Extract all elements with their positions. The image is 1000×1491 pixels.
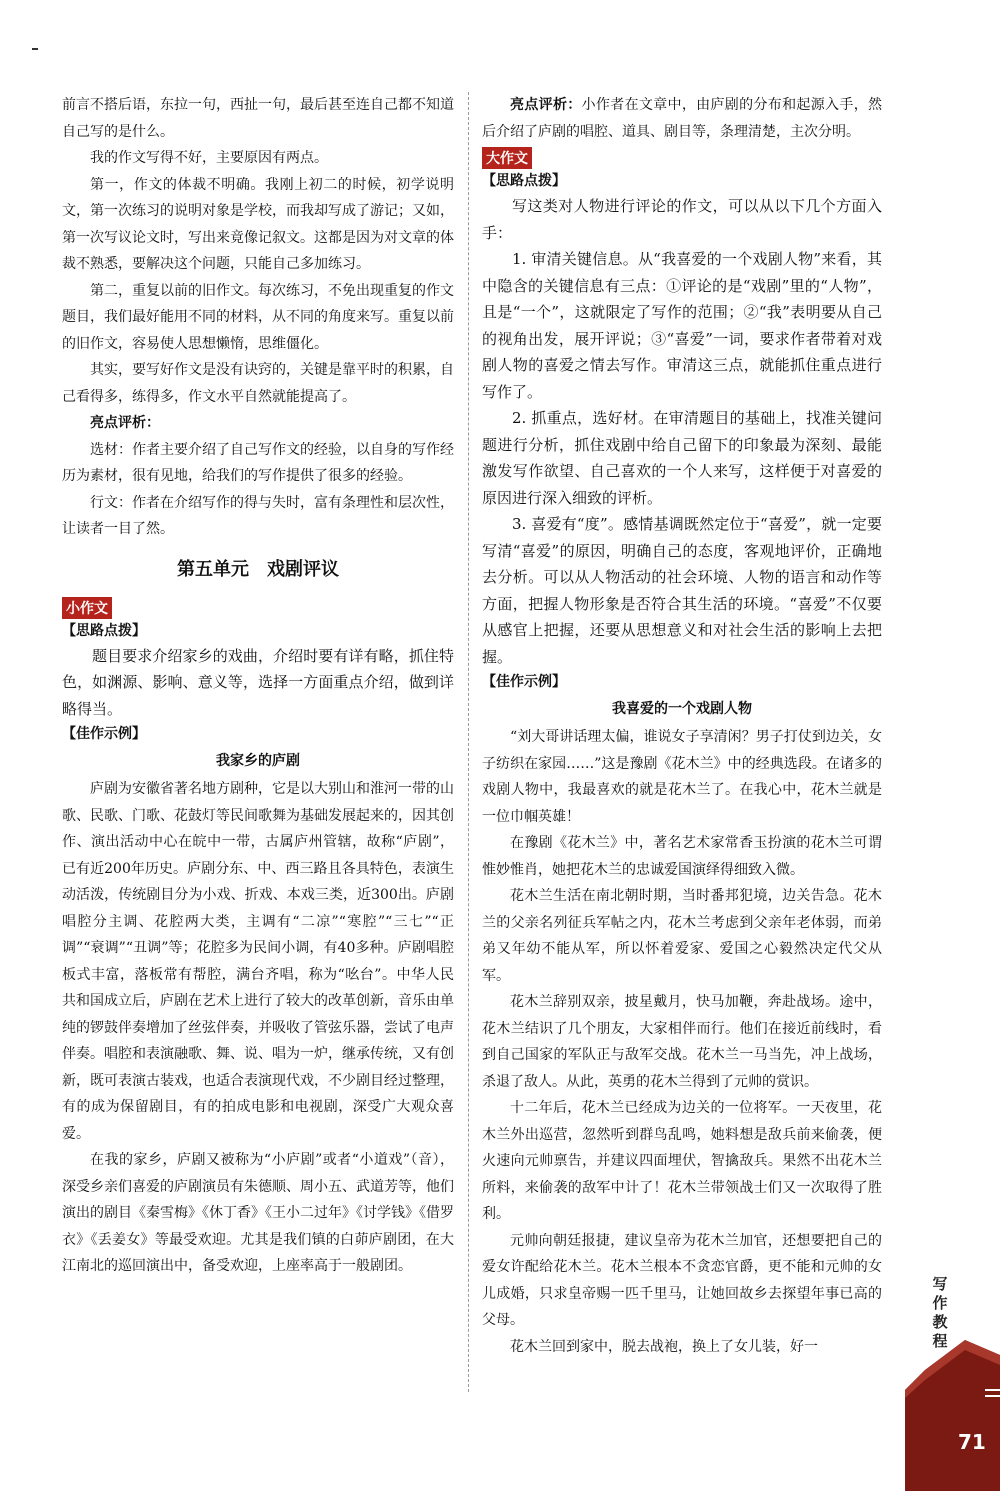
highlight-label: 亮点评析：	[90, 415, 160, 431]
paragraph: 写这类对人物进行评论的作文，可以从以下几个方面入手：	[482, 197, 882, 242]
sidebar-label: 写作教程	[932, 1275, 948, 1350]
paragraph-text: 小作者在文章中，由庐剧的分布和起源入手，然后介绍了庐剧的唱腔、道具、剧目等，条理清楚，主次分明。	[482, 97, 883, 140]
paragraph: 第一，作文的体裁不明确。我刚上初二的时候，初学说明文，第一次练习的说明对象是学校，而我却写成了游记；又如，第一次写议论文时，写出来竟像记叙文。这都是因为对文章的体裁不熟悉，要解决这个问题，只能自己多加练习。	[62, 176, 454, 272]
example-label: 【佳作示例】	[482, 674, 566, 690]
page-number: 71	[958, 1430, 986, 1454]
paragraph: 行文：作者在介绍写作的得与失时，富有条理性和层次性，让读者一目了然。	[62, 494, 454, 537]
paragraph: “刘大哥讲话理太偏，谁说女子享清闲？男子打仗到边关，女子纺织在家园……”这是豫剧《花木兰》中的经典选段。在诸多的戏剧人物中，我最喜欢的就是花木兰了。在我心中，花木兰就是一位巾帼英雄！	[482, 729, 882, 825]
paragraph: 庐剧为安徽省著名地方剧种，它是以大别山和淮河一带的山歌、民歌、门歌、花鼓灯等民间歌舞为基础发展起来的，因其创作、演出活动中心在皖中一带，古属庐州管辖，故称“庐剧”，已有近200年历史。庐剧分东、中、西三路且各具特色，表演生动活泼，传统剧目分为小戏、折戏、本戏三类，近300出。庐剧唱腔分主调、花腔两大类，主调有“二凉”“寒腔”“三七”“正调”“衰调”“丑调”等；花腔多为民间小调，有40多种。庐剧唱腔板式丰富，落板常有帮腔，满台齐唱，称为“吆台”。中华人民共和国成立后，庐剧在艺术上进行了较大的改革创新，音乐由单纯的锣鼓伴奏增加了丝弦伴奏，并吸收了管弦乐器，尝试了电声伴奏。唱腔和表演融歌、舞、说、唱为一炉，继承传统，又有创新，既可表演古装戏，也适合表演现代戏，不少剧目经过整理，有的成为保留剧目，有的拍成电影和电视剧，深受广大观众喜爱。	[62, 781, 454, 1142]
paragraph: 我的作文写得不好，主要原因有两点。	[90, 150, 328, 166]
example-label: 【佳作示例】	[62, 726, 146, 742]
paragraph: 花木兰辞别双亲，披星戴月，快马加鞭，奔赴战场。途中，花木兰结识了几个朋友，大家相伴而行。他们在接近前线时，看到自己国家的军队正与敌军交战。花木兰一马当先，冲上战场，杀退了敌人。从此，英勇的花木兰得到了元帅的赏识。	[482, 994, 882, 1090]
paragraph: 2. 抓重点，选好材。在审清题目的基础上，找准关键问题进行分析，抓住戏剧中给自己留下的印象最为深刻、最能激发写作欲望、自己喜欢的一个人来写，这样便于对喜爱的原因进行深入细致的评析。	[482, 409, 882, 507]
paragraph	[482, 92, 882, 145]
paragraph: 元帅向朝廷报捷，建议皇帝为花木兰加官，还想要把自己的爱女许配给花木兰。花木兰根本不贪恋官爵，更不能和元帅的女儿成婚，只求皇帝赐一匹千里马，让她回故乡去探望年事已高的父母。	[482, 1232, 882, 1328]
corner-decoration	[905, 1330, 1000, 1491]
essay-title: 我家乡的庐剧	[216, 753, 300, 769]
paragraph: 1. 审清关键信息。从“我喜爱的一个戏剧人物”来看，其中隐含的关键信息有三点：①评论的是“戏剧”里的“人物”，且是“一个”，这就限定了写作的范围；②“我”表明要从自己的视角出发，展开评说；③“喜爱”一词，要求作者带着对戏剧人物的喜爱之情去写作。审清这三点，就能抓住重点进行写作了。	[482, 250, 882, 401]
paragraph: 在我的家乡，庐剧又被称为“小庐剧”或者“小道戏”（音），深受乡亲们喜爱的庐剧演员有朱德顺、周小五、武道芳等，他们演出的剧目《秦雪梅》《休丁香》《王小二过年》《讨学钱》《借罗衣》《丢姜女》等最受欢迎。尤其是我们镇的白茆庐剧团，在大江南北的巡回演出中，备受欢迎，上座率高于一般剧团。	[62, 1152, 454, 1274]
paragraph: 其实，要写好作文是没有诀窍的，关键是靠平时的积累，自己看得多，练得多，作文水平自然就能提高了。	[62, 362, 454, 405]
left-column	[62, 92, 454, 1280]
paragraph: 题目要求介绍家乡的戏曲，介绍时要有详有略，抓住特色，如渊源、影响、意义等，选择一方面重点介绍，做到详略得当。	[62, 646, 454, 718]
column-divider	[468, 92, 469, 1392]
small-essay-tag: 小作文	[62, 597, 112, 619]
highlight-label: 亮点评析：	[510, 97, 582, 113]
essay-title: 我喜爱的一个戏剧人物	[612, 701, 752, 717]
paragraph: 选材：作者主要介绍了自己写作文的经验，以自身的写作经历为素材，很有见地，给我们的写作提供了很多的经验。	[62, 441, 454, 484]
paragraph: 3. 喜爱有“度”。感情基调既然定位于“喜爱”，就一定要写清“喜爱”的原因，明确自己的态度，客观地评价，正确地去分析。可以从人物活动的社会环境、人物的语言和动作等方面，把握人物形象是否符合其生活的环境。“喜爱”不仅要从感官上把握，还要从思想意义和对社会生活的影响上去把握。	[482, 515, 882, 666]
big-essay-tag: 大作文	[482, 147, 532, 169]
paragraph: 十二年后，花木兰已经成为边关的一位将军。一天夜里，花木兰外出巡营，忽然听到群鸟乱鸣，她料想是敌兵前来偷袭，便火速向元帅禀告，并建议四面埋伏，智擒敌兵。果然不出花木兰所料，来偷袭的敌军中计了！花木兰带领战士们又一次取得了胜利。	[482, 1100, 882, 1222]
hint-label: 【思路点拨】	[62, 622, 146, 639]
corner-mark	[32, 48, 38, 50]
paragraph: 花木兰生活在南北朝时期，当时番邦犯境，边关告急。花木兰的父亲名列征兵军帖之内，花木兰考虑到父亲年老体弱，而弟弟又年幼不能从军，所以怀着爱家、爱国之心毅然决定代父从军。	[482, 888, 882, 984]
hint-label: 【思路点拨】	[482, 173, 566, 189]
paragraph: 第二，重复以前的旧作文。每次练习，不免出现重复的作文题目，我们最好能用不同的材料，从不同的角度来写。重复以前的旧作文，容易使人思想懒惰，思维僵化。	[62, 282, 454, 352]
paragraph: 花木兰回到家中，脱去战袍，换上了女儿装，好一	[510, 1338, 818, 1355]
paragraph: 前言不搭后语，东拉一句，西扯一句，最后甚至连自己都不知道自己写的是什么。	[62, 97, 454, 140]
unit-title: 第五单元 戏剧评议	[177, 558, 339, 580]
right-column	[482, 92, 882, 1360]
paragraph: 在豫剧《花木兰》中，著名艺术家常香玉扮演的花木兰可谓惟妙惟肖，她把花木兰的忠诚爱国演绎得细致入微。	[482, 835, 882, 878]
